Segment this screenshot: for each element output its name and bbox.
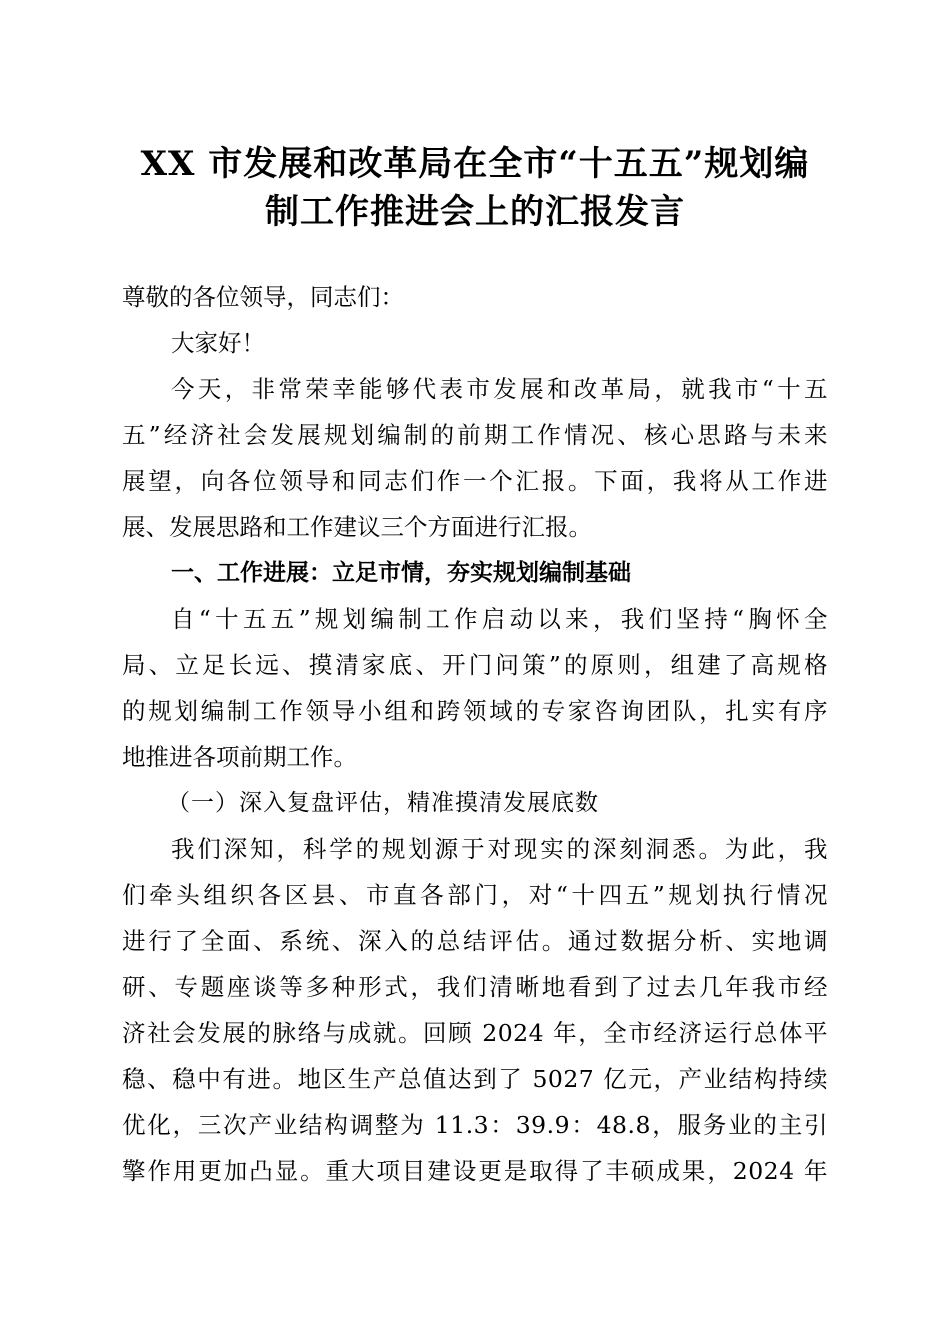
- subsection-line: 济社会发展的脉络与成就。回顾 2024 年，全市经济运行总体平: [122, 1019, 828, 1047]
- title-line: 制工作推进会上的汇报发言: [265, 192, 685, 232]
- subsection-line: 进行了全面、系统、深入的总结评估。通过数据分析、实地调: [122, 927, 828, 955]
- subsection-line: 稳、稳中有进。地区生产总值达到了 5027 亿元，产业结构持续: [122, 1065, 828, 1093]
- subsection-line: 擎作用更加凸显。重大项目建设更是取得了丰硕成果，2024 年: [122, 1157, 828, 1185]
- section-line: 地推进各项前期工作。: [122, 743, 357, 771]
- section-line: 的规划编制工作领导小组和跨领域的专家咨询团队，扎实有序: [122, 697, 828, 725]
- title-line: XX 市发展和改革局在全市“十五五”规划编: [140, 144, 810, 184]
- greeting: 大家好！: [171, 329, 265, 357]
- document-body: [122, 274, 828, 1194]
- subsection-line: 我们深知，科学的规划源于对现实的深刻洞悉。为此，我: [171, 835, 828, 863]
- intro-line: 展、发展思路和工作建议三个方面进行汇报。: [122, 513, 592, 541]
- section-heading: 一、工作进展：立足市情，夯实规划编制基础: [171, 560, 631, 586]
- subsection-line: 研、专题座谈等多种形式，我们清晰地看到了过去几年我市经: [122, 973, 828, 1001]
- intro-line: 五”经济社会发展规划编制的前期工作情况、核心思路与未来: [122, 421, 828, 449]
- intro-line: 展望，向各位领导和同志们作一个汇报。下面，我将从工作进: [122, 467, 828, 495]
- subsection-heading: （一）深入复盘评估，精准摸清发展底数: [167, 790, 599, 816]
- section-line: 局、立足长远、摸清家底、开门问策”的原则，组建了高规格: [122, 651, 828, 679]
- subsection-line: 们牵头组织各区县、市直各部门，对“十四五”规划执行情况: [122, 881, 828, 909]
- subsection-line: 优化，三次产业结构调整为 11.3：39.9：48.8，服务业的主引: [122, 1111, 828, 1139]
- intro-line: 今天，非常荣幸能够代表市发展和改革局，就我市“十五: [171, 375, 828, 403]
- salutation: 尊敬的各位领导，同志们：: [122, 283, 404, 311]
- section-line: 自“十五五”规划编制工作启动以来，我们坚持“胸怀全: [171, 605, 828, 633]
- document-title: [100, 140, 850, 236]
